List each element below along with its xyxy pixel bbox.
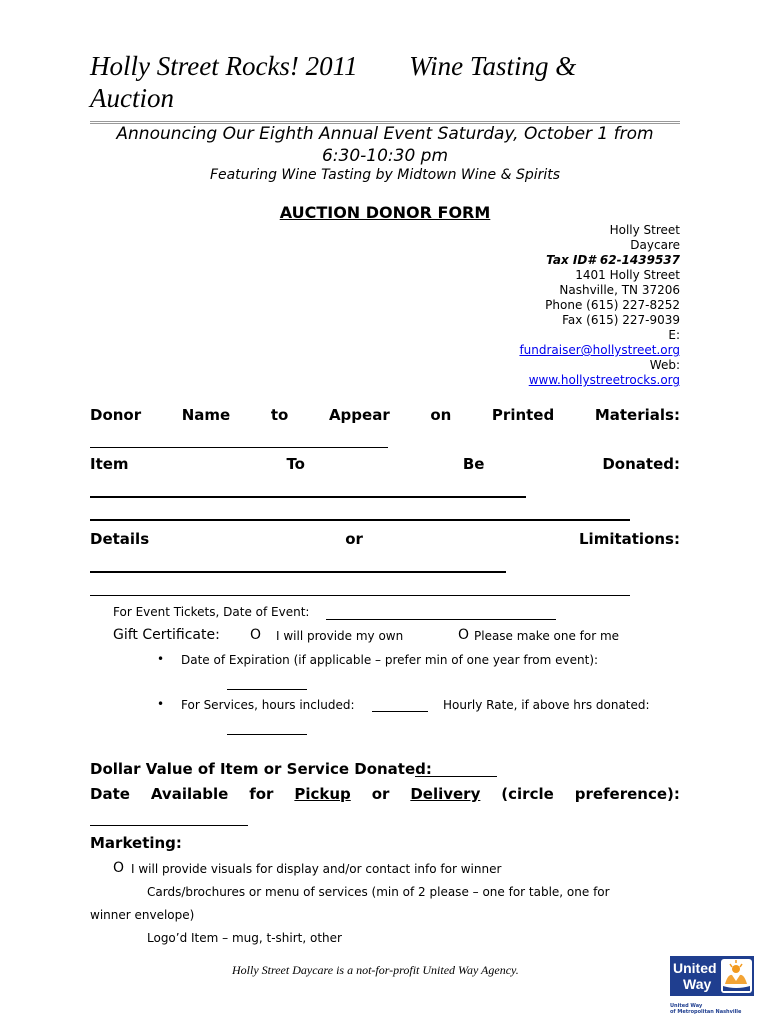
word: Available bbox=[150, 785, 229, 803]
united-way-logo bbox=[670, 956, 754, 1020]
services-hours-label: For Services, hours included: bbox=[181, 698, 355, 712]
word: To bbox=[286, 455, 305, 473]
form-title: AUCTION DONOR FORM bbox=[279, 203, 491, 222]
details-field-2[interactable] bbox=[90, 595, 630, 596]
logo-text-way: Way bbox=[683, 976, 712, 992]
bullet-icon: • bbox=[157, 652, 165, 666]
word: or bbox=[371, 785, 390, 803]
dollar-value-field[interactable] bbox=[415, 776, 497, 777]
word: Name bbox=[181, 406, 231, 424]
word: to bbox=[270, 406, 289, 424]
date-available-field[interactable] bbox=[90, 825, 248, 826]
word: or bbox=[345, 530, 363, 548]
org-address1: 1401 Holly Street bbox=[575, 268, 680, 282]
featuring-line: Featuring Wine Tasting by Midtown Wine & Spirits bbox=[209, 167, 561, 183]
gift-option1-circle[interactable]: O bbox=[250, 627, 262, 643]
tax-id: Tax ID# 62-1439537 bbox=[546, 253, 680, 267]
announcement-line1: Announcing Our Eighth Annual Event Saturday, October 1 from bbox=[116, 124, 654, 144]
donor-name-label bbox=[90, 406, 680, 424]
announcement-line2: 6:30-10:30 pm bbox=[321, 146, 449, 166]
pickup-option[interactable]: Pickup bbox=[294, 785, 351, 803]
word: preference): bbox=[574, 785, 680, 803]
word: Appear bbox=[328, 406, 390, 424]
event-title bbox=[90, 50, 576, 82]
word: Details bbox=[90, 530, 150, 548]
dollar-value-label: Dollar Value of Item or Service Donated: bbox=[90, 760, 432, 778]
services-hours-field[interactable] bbox=[372, 711, 428, 712]
word: Materials: bbox=[594, 406, 680, 424]
details-field-1[interactable] bbox=[90, 571, 506, 573]
event-title-line2: Auction bbox=[90, 83, 174, 113]
word: Donor bbox=[90, 406, 142, 424]
word: for bbox=[249, 785, 274, 803]
donor-name-field[interactable] bbox=[90, 447, 388, 448]
org-name-line2: Daycare bbox=[630, 238, 680, 252]
word: Printed bbox=[491, 406, 555, 424]
footer-text: Holly Street Daycare is a not-for-profit United Way Agency. bbox=[232, 963, 519, 977]
word: on bbox=[430, 406, 452, 424]
word: Date bbox=[90, 785, 130, 803]
item-donated-field-1[interactable] bbox=[90, 496, 526, 498]
event-title-name: Holly Street Rocks! 2011 bbox=[90, 51, 358, 81]
web-link[interactable]: www.hollystreetrocks.org bbox=[528, 373, 680, 387]
org-phone: Phone (615) 227-8252 bbox=[545, 298, 680, 312]
logo-caption1: United Way bbox=[670, 1003, 703, 1009]
word: Limitations: bbox=[579, 530, 680, 548]
marketing-line1: I will provide visuals for display and/or contact info for winner bbox=[131, 862, 502, 876]
marketing-line2: Cards/brochures or menu of services (min of 2 please – one for table, one for bbox=[147, 885, 610, 899]
header-divider bbox=[90, 121, 680, 122]
marketing-option-circle[interactable]: O bbox=[113, 860, 125, 876]
logo-caption2: of Metropolitan Nashville bbox=[670, 1009, 742, 1015]
marketing-label: Marketing: bbox=[90, 834, 182, 852]
org-name-line1: Holly Street bbox=[609, 223, 680, 237]
event-title-subtitle: Wine Tasting & bbox=[409, 51, 577, 81]
event-tickets-label: For Event Tickets, Date of Event: bbox=[113, 605, 310, 619]
expiration-label: Date of Expiration (if applicable – prefer min of one year from event): bbox=[181, 653, 599, 667]
hourly-rate-label: Hourly Rate, if above hrs donated: bbox=[443, 698, 650, 712]
logo-text-united: United bbox=[673, 960, 717, 976]
united-way-logo-icon bbox=[670, 956, 754, 996]
marketing-line4: Logo’d Item – mug, t-shirt, other bbox=[147, 931, 342, 945]
item-donated-field-2[interactable] bbox=[90, 519, 630, 521]
word: Item bbox=[90, 455, 129, 473]
web-label: Web: bbox=[649, 358, 680, 372]
gift-option2-circle[interactable]: O bbox=[458, 627, 470, 643]
gift-certificate-label: Gift Certificate: bbox=[113, 627, 220, 643]
delivery-option[interactable]: Delivery bbox=[410, 785, 481, 803]
marketing-line3: winner envelope) bbox=[90, 908, 195, 922]
date-available-label bbox=[90, 785, 680, 803]
gift-option2-label: Please make one for me bbox=[474, 629, 620, 643]
email-label: E: bbox=[668, 328, 680, 342]
event-date-field[interactable] bbox=[326, 619, 556, 620]
bullet-icon: • bbox=[157, 697, 165, 711]
word: Donated: bbox=[602, 455, 680, 473]
item-donated-label bbox=[90, 455, 680, 473]
org-fax: Fax (615) 227-9039 bbox=[562, 313, 680, 327]
email-link[interactable]: fundraiser@hollystreet.org bbox=[519, 343, 680, 357]
org-info bbox=[519, 223, 680, 388]
details-label bbox=[90, 530, 680, 548]
gift-option1-label: I will provide my own bbox=[276, 629, 404, 643]
org-address2: Nashville, TN 37206 bbox=[559, 283, 680, 297]
expiration-field[interactable] bbox=[227, 689, 307, 690]
word: (circle bbox=[501, 785, 554, 803]
hourly-rate-field[interactable] bbox=[227, 734, 307, 735]
word: Be bbox=[462, 455, 485, 473]
